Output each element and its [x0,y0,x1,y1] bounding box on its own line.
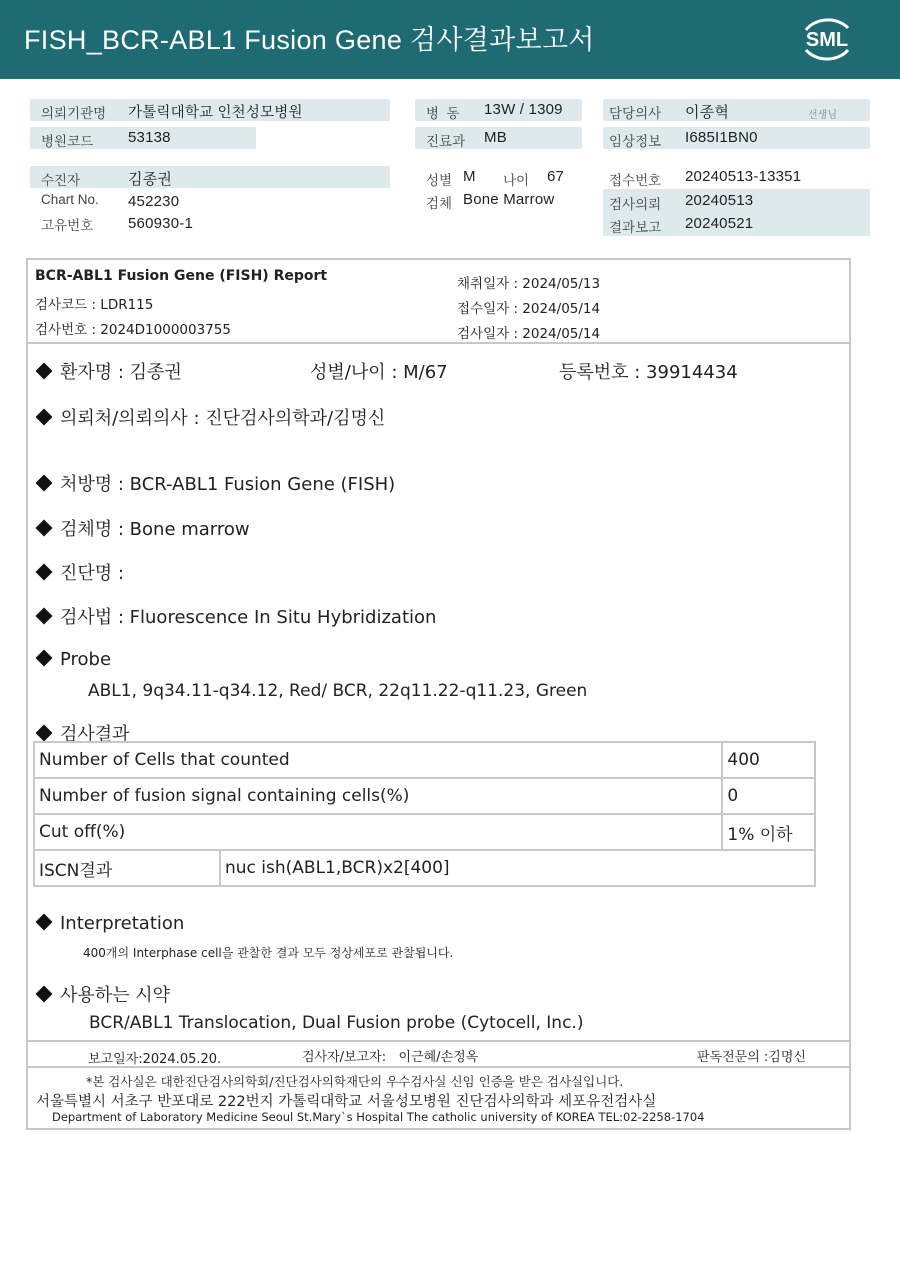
footer-divider [28,1040,849,1042]
receipt-no-value: 20240513-13351 [685,168,802,185]
patient-label: 수진자 [41,173,81,188]
unique-value: 560930-1 [128,215,193,232]
report-head [28,260,849,344]
patient-value: 김종권 [128,171,173,188]
probe-detail: ABL1, 9q34.11-q34.12, Red/ BCR, 22q11.22-q11.23, Green [88,681,588,701]
table-row [34,742,815,778]
specimen-value: Bone Marrow [463,191,555,208]
address-english: Department of Laboratory Medicine Seoul St.Mary`s Hospital The catholic university of KOREA TEL:02-2258-1704 [52,1110,705,1124]
doctor-value: 이종혁 [685,104,730,121]
clinical-label: 임상정보 [609,134,662,149]
reader-doctor: 판독전문의 :김명신 [697,1050,806,1065]
reagent-heading: 사용하는 시약 [38,981,170,1007]
method-line: 검사법 : Fluorescence In Situ Hybridization [38,603,436,629]
age-label: 나이 [503,173,530,188]
reagent-text: BCR/ABL1 Translocation, Dual Fusion probe (Cytocell, Inc.) [89,1013,584,1033]
patient-name-line: 환자명 : 김종권 [38,358,182,384]
diamond-bullet-icon [36,608,53,625]
results-heading: 검사결과 [38,720,130,746]
age-value: 67 [547,168,565,185]
cells-counted-value: 400 [722,742,815,778]
results-table [33,741,816,887]
test-code: 검사코드 : LDR115 [35,297,154,313]
report-date: 보고일자:2024.05.20. [88,1052,222,1067]
diamond-bullet-icon [36,650,53,667]
prescription-line: 처방명 : BCR-ABL1 Fusion Gene (FISH) [38,470,395,496]
sml-logo-icon [796,10,858,68]
hospital-code-label: 병원코드 [41,134,94,149]
ward-label: 병 동 [426,106,460,121]
doctor-suffix: 선생님 [808,110,837,121]
diagnosis-line: 진단명 : [38,559,124,585]
collect-date: 채취일자 : 2024/05/13 [457,276,601,292]
diamond-bullet-icon [36,986,53,1003]
receipt-no-label: 접수번호 [609,173,662,188]
sex-age-line: 성별/나이 : M/67 [310,362,448,383]
diamond-bullet-icon [36,409,53,426]
exam-date: 검사일자 : 2024/05/14 [457,326,601,342]
cutoff-value: 1% 이하 [722,814,815,850]
iscn-value: nuc ish(ABL1,BCR)x2[400] [220,850,815,886]
cutoff-label: Cut off(%) [34,814,722,850]
request-date-value: 20240513 [685,192,754,209]
certification-note: *본 검사실은 대한진단검사의학회/진단검사의학재단의 우수검사실 신임 인증을 받은 검사실입니다. [86,1074,624,1089]
report-title: FISH_BCR-ABL1 Fusion Gene 검사결과보고서 [24,25,595,55]
institution-label: 의뢰기관명 [41,106,107,121]
report-title-text: BCR-ABL1 Fusion Gene (FISH) Report [35,268,328,284]
report-box [26,258,851,1130]
specimen-line: 검체명 : Bone marrow [38,515,250,541]
dept-value: MB [484,129,507,146]
chart-value: 452230 [128,193,180,210]
diamond-bullet-icon [36,725,53,742]
sex-value: M [463,168,476,185]
table-row [34,778,815,814]
probe-heading: Probe [38,649,111,670]
interpretation-heading: Interpretation [38,913,184,934]
fusion-cells-label: Number of fusion signal containing cells(%) [34,778,722,814]
test-number: 검사번호 : 2024D1000003755 [35,322,231,338]
unique-label: 고유번호 [41,218,94,233]
address-korean: 서울특별시 서초구 반포대로 222번지 가톨릭대학교 서울성모병원 진단검사의학과 세포유전검사실 [36,1094,657,1110]
diamond-bullet-icon [36,475,53,492]
logo-text: SML [805,29,849,51]
reg-no-line: 등록번호 : 39914434 [559,362,738,383]
result-date-label: 결과보고 [609,220,662,235]
table-row [34,814,815,850]
chart-label: Chart No. [41,192,99,207]
footer-divider [28,1066,849,1068]
fusion-cells-value: 0 [722,778,815,814]
iscn-label: ISCN결과 [34,850,220,886]
examiner: 검사자/보고자: 이근혜/손정옥 [302,1050,479,1065]
diamond-bullet-icon [36,363,53,380]
ward-value: 13W / 1309 [484,101,563,118]
interpretation-text: 400개의 Interphase cell을 관찰한 결과 모두 정상세포로 관찰됩니다. [83,946,454,960]
diamond-bullet-icon [36,914,53,931]
report-header [0,0,900,79]
diamond-bullet-icon [36,520,53,537]
table-row [34,850,815,886]
clinical-value: I685I1BN0 [685,129,758,146]
dept-label: 진료과 [426,134,466,149]
institution-value: 가톨릭대학교 인천성모병원 [128,105,303,121]
result-date-value: 20240521 [685,215,754,232]
patient-bar [30,166,390,188]
hospital-code-value: 53138 [128,129,171,146]
request-date-label: 검사의뢰 [609,197,662,212]
requester-line: 의뢰처/의뢰의사 : 진단검사의학과/김명신 [38,404,385,430]
cells-counted-label: Number of Cells that counted [34,742,722,778]
diamond-bullet-icon [36,564,53,581]
specimen-label: 검체 [426,196,453,211]
doctor-label: 담당의사 [609,106,662,121]
sex-label: 성별 [426,173,453,188]
receipt-date: 접수일자 : 2024/05/14 [457,301,601,317]
